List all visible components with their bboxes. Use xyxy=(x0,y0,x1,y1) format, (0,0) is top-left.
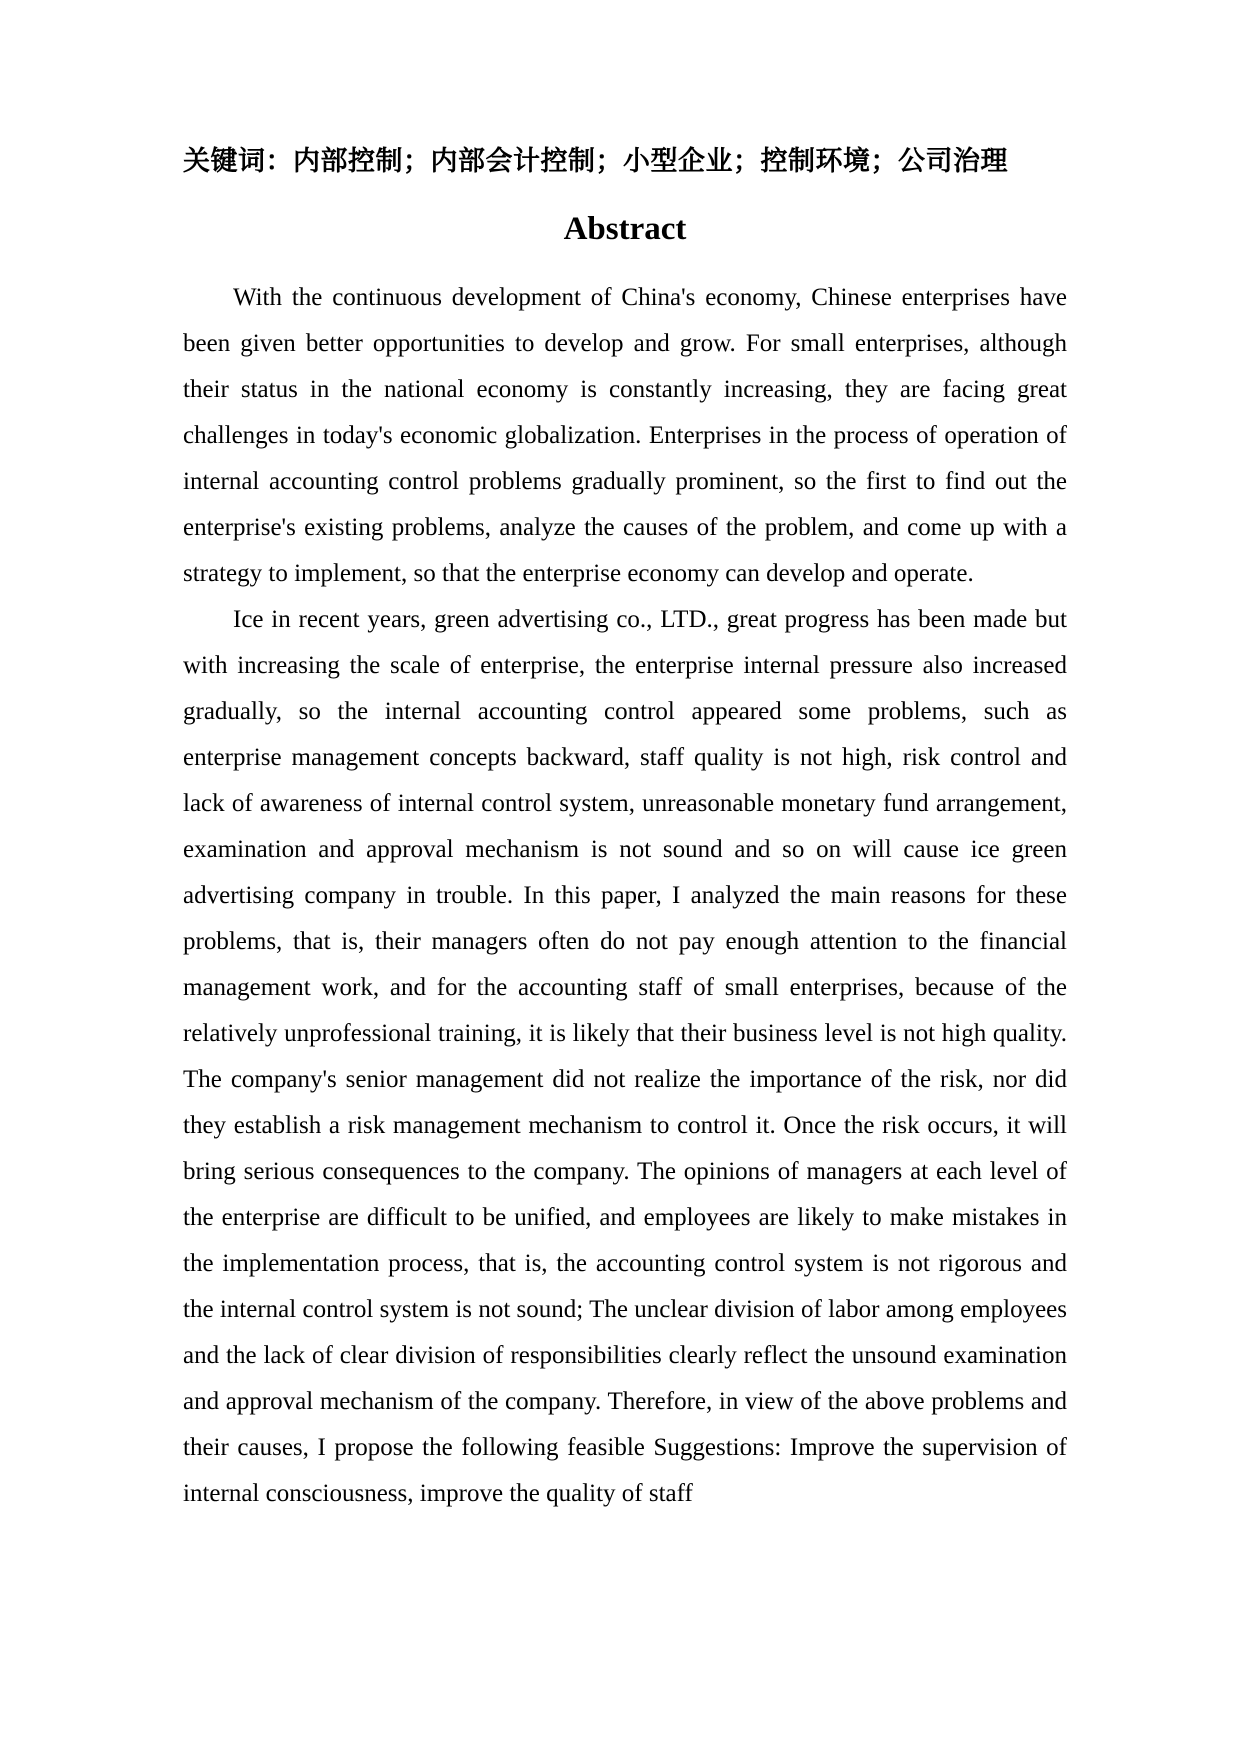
page-content xyxy=(183,0,1067,1517)
abstract-paragraph-2: Ice in recent years, green advertising co., LTD., great progress has been made but with increasing the scale of enterprise, the enterprise internal pressure also increased gradually, so the internal accounting control appeared some problems, such as enterprise management concepts backward, staff quality is not high, risk control and lack of awareness of internal control system, unreasonable monetary fund arrangement, examination and approval mechanism is not sound and so on will cause ice green advertising company in trouble. In this paper, I analyzed the main reasons for these problems, that is, their managers often do not pay enough attention to the financial management work, and for the accounting staff of small enterprises, because of the relatively unprofessional training, it is likely that their business level is not high quality. The company's senior management did not realize the importance of the risk, nor did they establish a risk management mechanism to control it. Once the risk occurs, it will bring serious consequences to the company. The opinions of managers at each level of the enterprise are difficult to be unified, and employees are likely to make mistakes in the implementation process, that is, the accounting control system is not rigorous and the internal control system is not sound; The unclear division of labor among employees and the lack of clear division of responsibilities clearly reflect the unsound examination and approval mechanism of the company. Therefore, in view of the above problems and their causes, I propose the following feasible Suggestions: Improve the supervision of internal consciousness, improve the quality of staff xyxy=(183,606,1067,1507)
keywords-line: 关键词：内部控制；内部会计控制；小型企业；控制环境；公司治理 xyxy=(183,146,1008,176)
abstract-paragraph-1: With the continuous development of China's economy, Chinese enterprises have been given better opportunities to develop and grow. For small enterprises, although their status in the national economy is constantly increasing, they are facing great challenges in today's economic globalization. Enterprises in the process of operation of internal accounting control problems gradually prominent, so the first to find out the enterprise's existing problems, analyze the causes of the problem, and come up with a strategy to implement, so that the enterprise economy can develop and operate. xyxy=(183,284,1067,587)
abstract-heading: Abstract xyxy=(563,211,687,247)
